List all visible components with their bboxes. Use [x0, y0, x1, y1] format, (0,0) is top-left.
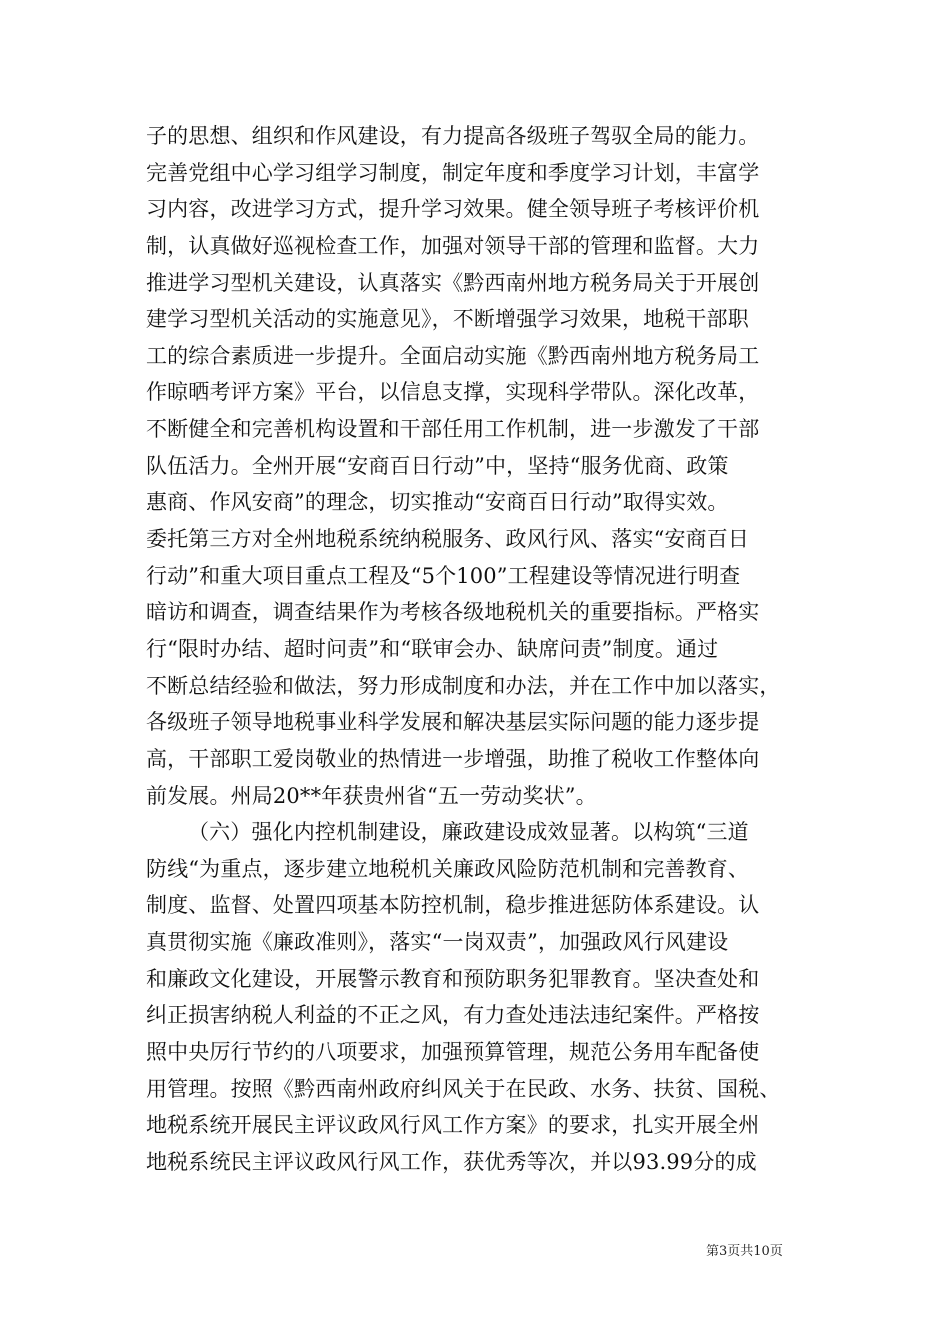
text-line: 行“限时办结、超时问责”和“联审会办、缺席问责”制度。通过 [146, 636, 719, 661]
text-line: 委托第三方对全州地税系统纳税服务、政风行风、落实“安商百日 [146, 527, 750, 552]
text-line: 各级班子领导地税事业科学发展和解决基层实际问题的能力逐步提 [146, 710, 760, 735]
text-line: 制度、监督、处置四项基本防控机制，稳步推进惩防体系建设。认 [146, 893, 760, 918]
text-line: 工的综合素质进一步提升。全面启动实施《黔西南州地方税务局工 [146, 343, 760, 368]
text-line: 和廉政文化建设，开展警示教育和预防职务犯罪教育。坚决查处和 [146, 966, 760, 991]
text-line: 前发展。州局20**年获贵州省“五一劳动奖状”。 [146, 783, 597, 808]
text-line: 制，认真做好巡视检查工作，加强对领导干部的管理和监督。大力 [146, 233, 760, 258]
text-line: 不断健全和完善机构设置和干部任用工作机制，进一步激发了干部 [146, 417, 760, 442]
text-line: 行动”和重大项目重点工程及“5个100”工程建设等情况进行明查 [146, 563, 741, 588]
text-line: 推进学习型机关建设，认真落实《黔西南州地方税务局关于开展创 [146, 270, 760, 295]
body-text [146, 118, 806, 1181]
page-number-footer: 第3页共10页 [706, 1244, 783, 1259]
text-line: 照中央厉行节约的八项要求，加强预算管理，规范公务用车配备使 [146, 1040, 760, 1065]
text-line: 地税系统民主评议政风行风工作，获优秀等次，并以93.99分的成 [146, 1149, 757, 1174]
text-line: 地税系统开展民主评议政风行风工作方案》的要求，扎实开展全州 [146, 1113, 760, 1138]
text-line: 子的思想、组织和作风建设，有力提高各级班子驾驭全局的能力。 [146, 124, 760, 148]
text-line: 防线“为重点，逐步建立地税机关廉政风险防范机制和完善教育、 [146, 856, 750, 881]
section-heading-line: （六）强化内控机制建设，廉政建设成效显著。以构筑“三道 [188, 820, 749, 845]
text-line: 完善党组中心学习组学习制度，制定年度和季度学习计划，丰富学 [146, 160, 760, 185]
text-line: 惠商、作风安商”的理念，切实推动“安商百日行动”取得实效。 [146, 490, 729, 515]
text-line: 作晾晒考评方案》平台，以信息支撑，实现科学带队。深化改革， [146, 380, 760, 405]
text-line: 习内容，改进学习方式，提升学习效果。健全领导班子考核评价机 [146, 197, 760, 222]
text-line: 高，干部职工爱岗敬业的热情进一步增强，助推了税收工作整体向 [146, 746, 760, 771]
text-line: 暗访和调查，调查结果作为考核各级地税机关的重要指标。严格实 [146, 600, 760, 625]
text-line: 用管理。按照《黔西南州政府纠风关于在民政、水务、扶贫、国税、 [146, 1076, 781, 1101]
text-line: 纠正损害纳税人利益的不正之风，有力查处违法违纪案件。严格按 [146, 1003, 760, 1028]
text-line: 不断总结经验和做法，努力形成制度和办法，并在工作中加以落实， [146, 673, 781, 698]
text-line: 队伍活力。全州开展“安商百日行动”中，坚持“服务优商、政策 [146, 453, 729, 478]
text-line: 真贯彻实施《廉政准则》，落实“一岗双责”，加强政风行风建设 [146, 930, 729, 955]
text-line: 建学习型机关活动的实施意见》，不断增强学习效果，地税干部职 [146, 307, 749, 332]
